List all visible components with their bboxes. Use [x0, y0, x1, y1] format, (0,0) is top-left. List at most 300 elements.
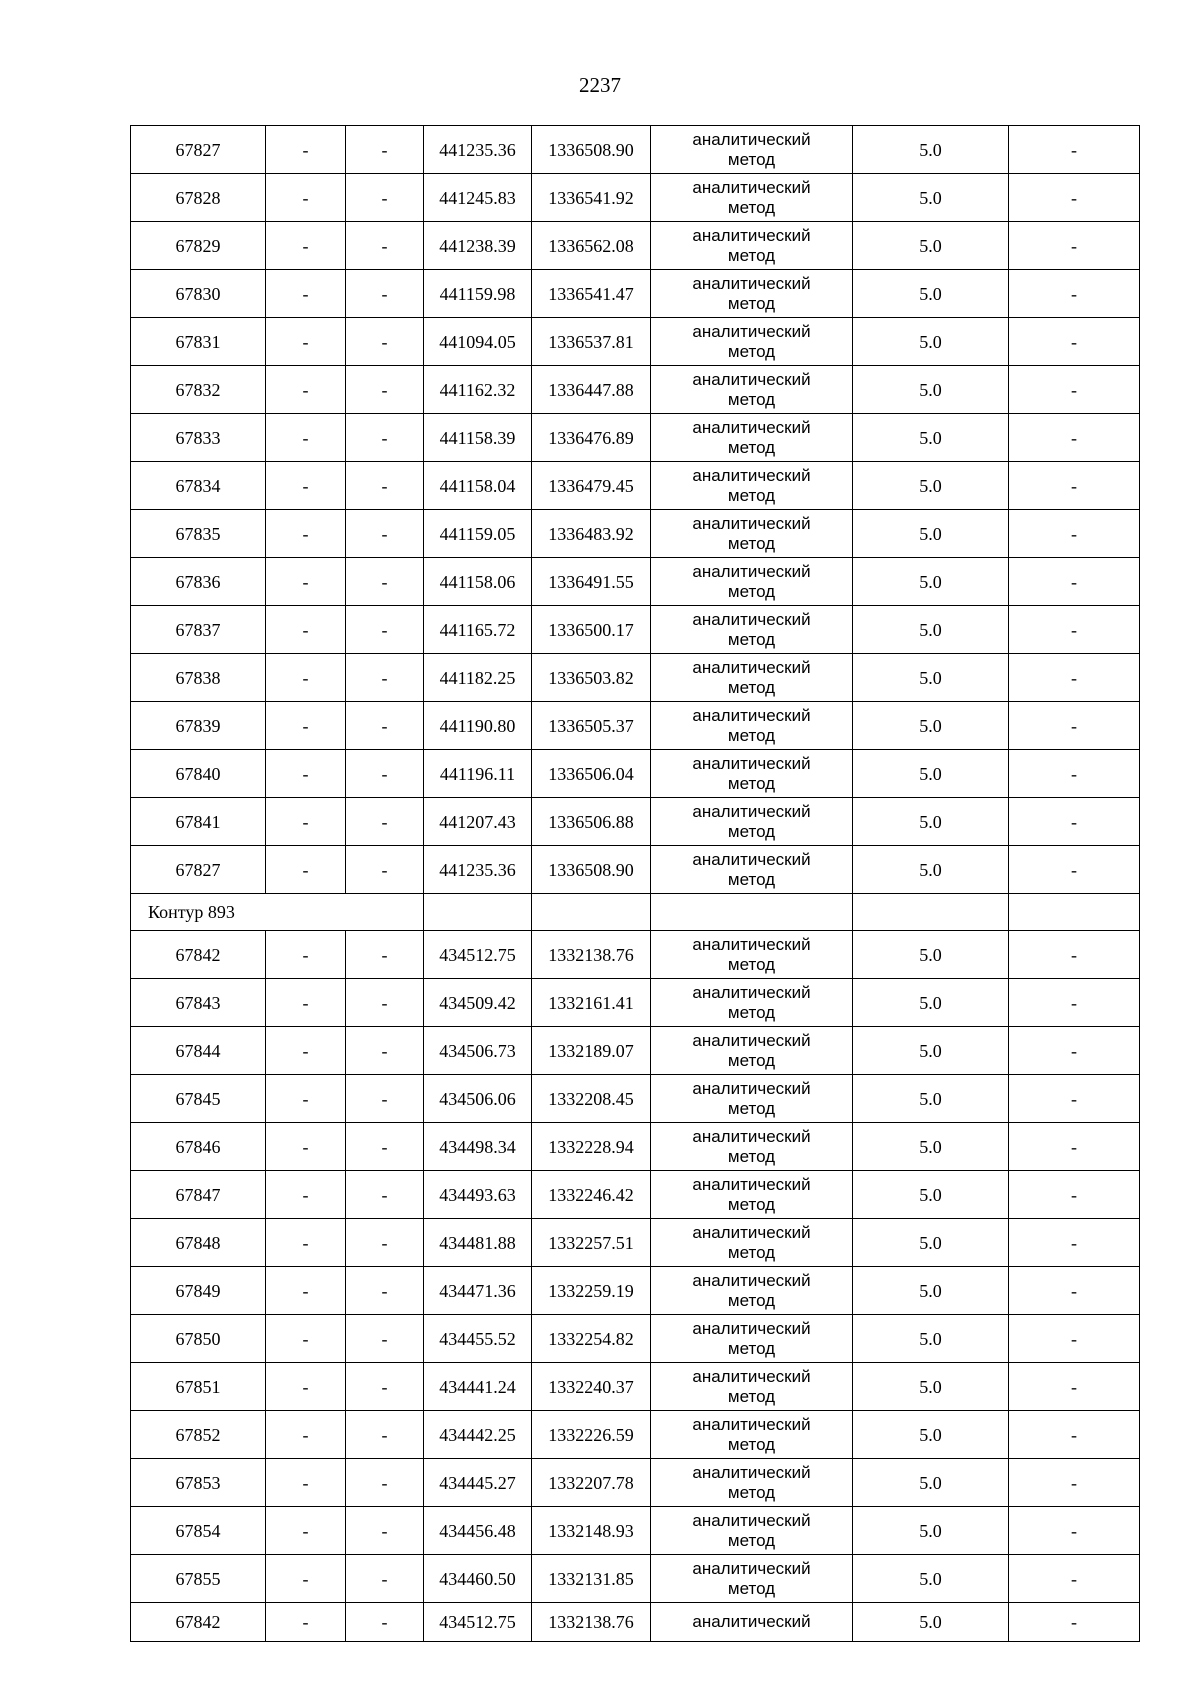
blank-cell-3: - [1009, 558, 1140, 606]
blank-cell-1: - [266, 174, 346, 222]
point-number-cell: 67830 [131, 270, 266, 318]
y-coordinate-cell: 1336447.88 [532, 366, 651, 414]
blank-cell-1: - [266, 510, 346, 558]
blank-cell-2: - [346, 270, 424, 318]
method-line-2: метод [727, 341, 776, 361]
x-coordinate-cell: 434509.42 [424, 979, 532, 1027]
x-coordinate-cell: 434512.75 [424, 931, 532, 979]
x-coordinate-cell: 441196.11 [424, 750, 532, 798]
accuracy-cell: 5.0 [853, 222, 1009, 270]
table-row [131, 979, 1140, 1027]
accuracy-cell: 5.0 [853, 1507, 1009, 1555]
accuracy-cell: 5.0 [853, 126, 1009, 174]
blank-cell-3: - [1009, 846, 1140, 894]
method-cell [651, 1507, 853, 1555]
blank-cell-2: - [346, 1219, 424, 1267]
blank-cell-2: - [346, 1555, 424, 1603]
y-coordinate-cell: 1336562.08 [532, 222, 651, 270]
method-cell [651, 846, 853, 894]
blank-cell-1: - [266, 702, 346, 750]
table-row [131, 1411, 1140, 1459]
accuracy-cell: 5.0 [853, 1171, 1009, 1219]
method-line-2: метод [727, 1242, 776, 1262]
blank-cell-2: - [346, 846, 424, 894]
point-number-cell: 67833 [131, 414, 266, 462]
x-coordinate-cell: 441238.39 [424, 222, 532, 270]
method-line-1: аналитический [692, 1462, 811, 1482]
blank-cell-3: - [1009, 1507, 1140, 1555]
blank-cell-2: - [346, 1075, 424, 1123]
method-line-1: аналитический [692, 1366, 811, 1386]
y-coordinate-cell: 1336541.47 [532, 270, 651, 318]
method-line-2: метод [727, 1338, 776, 1358]
method-line-2: метод [727, 197, 776, 217]
method-line-1: аналитический [692, 225, 811, 245]
method-cell [651, 1603, 853, 1642]
contour-heading-row [131, 894, 1140, 931]
x-coordinate-cell: 434498.34 [424, 1123, 532, 1171]
method-line-2: метод [727, 725, 776, 745]
accuracy-cell: 5.0 [853, 558, 1009, 606]
blank-cell-3: - [1009, 1363, 1140, 1411]
point-number-cell: 67827 [131, 126, 266, 174]
y-coordinate-cell: 1336506.04 [532, 750, 651, 798]
method-line-2: метод [727, 581, 776, 601]
method-line-1: аналитический [692, 1030, 811, 1050]
table-row [131, 318, 1140, 366]
x-coordinate-cell: 441162.32 [424, 366, 532, 414]
y-coordinate-cell: 1336483.92 [532, 510, 651, 558]
accuracy-cell: 5.0 [853, 702, 1009, 750]
method-cell [651, 270, 853, 318]
table-row [131, 798, 1140, 846]
y-coordinate-cell: 1336541.92 [532, 174, 651, 222]
method-line-1: аналитический [692, 465, 811, 485]
table-row [131, 414, 1140, 462]
point-number-cell: 67854 [131, 1507, 266, 1555]
blank-cell-2: - [346, 1363, 424, 1411]
point-number-cell: 67853 [131, 1459, 266, 1507]
method-cell [651, 750, 853, 798]
point-number-cell: 67839 [131, 702, 266, 750]
accuracy-cell: 5.0 [853, 846, 1009, 894]
blank-cell-3: - [1009, 174, 1140, 222]
blank-cell-2: - [346, 606, 424, 654]
method-cell [651, 1171, 853, 1219]
method-line-2: метод [727, 1050, 776, 1070]
blank-cell-3: - [1009, 318, 1140, 366]
table-row [131, 1459, 1140, 1507]
blank-cell-3: - [1009, 1075, 1140, 1123]
method-line-2: метод [727, 1578, 776, 1598]
blank-cell-3: - [1009, 606, 1140, 654]
blank-cell-3: - [1009, 1027, 1140, 1075]
method-cell [651, 1315, 853, 1363]
accuracy-cell: 5.0 [853, 510, 1009, 558]
y-coordinate-cell: 1332148.93 [532, 1507, 651, 1555]
y-coordinate-cell: 1332254.82 [532, 1315, 651, 1363]
accuracy-cell: 5.0 [853, 270, 1009, 318]
table-row [131, 174, 1140, 222]
table-row [131, 366, 1140, 414]
blank-cell-3: - [1009, 750, 1140, 798]
accuracy-cell: 5.0 [853, 1411, 1009, 1459]
y-coordinate-cell: 1336537.81 [532, 318, 651, 366]
x-coordinate-cell: 434441.24 [424, 1363, 532, 1411]
point-number-cell: 67843 [131, 979, 266, 1027]
method-line-2: метод [727, 954, 776, 974]
x-coordinate-cell: 441182.25 [424, 654, 532, 702]
blank-cell-3: - [1009, 462, 1140, 510]
method-cell [651, 1555, 853, 1603]
method-line-1: аналитический [692, 417, 811, 437]
x-coordinate-cell: 434445.27 [424, 1459, 532, 1507]
blank-cell-2: - [346, 1411, 424, 1459]
contour-label: Контур 893 [131, 894, 424, 931]
blank-cell-2: - [346, 750, 424, 798]
x-coordinate-cell: 434481.88 [424, 1219, 532, 1267]
coordinates-table [130, 125, 1140, 1642]
blank-cell-2: - [346, 1123, 424, 1171]
point-number-cell: 67849 [131, 1267, 266, 1315]
table-row [131, 270, 1140, 318]
blank-cell-3: - [1009, 798, 1140, 846]
x-coordinate-cell: 441158.39 [424, 414, 532, 462]
x-coordinate-cell: 441235.36 [424, 126, 532, 174]
method-line-2: метод [727, 1194, 776, 1214]
y-coordinate-cell: 1332138.76 [532, 1603, 651, 1642]
blank-cell-3: - [1009, 414, 1140, 462]
blank-cell-3: - [1009, 1315, 1140, 1363]
y-coordinate-cell: 1336491.55 [532, 558, 651, 606]
blank-cell-2: - [346, 798, 424, 846]
point-number-cell: 67844 [131, 1027, 266, 1075]
y-coordinate-cell: 1332138.76 [532, 931, 651, 979]
method-cell [651, 1075, 853, 1123]
table-row [131, 222, 1140, 270]
blank-cell-1: - [266, 1219, 346, 1267]
accuracy-cell: 5.0 [853, 462, 1009, 510]
blank-cell-1: - [266, 126, 346, 174]
y-coordinate-cell: 1336508.90 [532, 846, 651, 894]
method-line-1: аналитический [692, 657, 811, 677]
x-coordinate-cell: 441158.04 [424, 462, 532, 510]
blank-cell-3: - [1009, 1459, 1140, 1507]
blank-cell-3: - [1009, 654, 1140, 702]
x-coordinate-cell: 441159.05 [424, 510, 532, 558]
blank-cell-2: - [346, 702, 424, 750]
method-line-1: аналитический [692, 321, 811, 341]
blank-cell-2: - [346, 126, 424, 174]
blank-cell-1: - [266, 931, 346, 979]
x-coordinate-cell: 434506.73 [424, 1027, 532, 1075]
blank-cell-1: - [266, 846, 346, 894]
y-coordinate-cell: 1332259.19 [532, 1267, 651, 1315]
method-line-2: метод [727, 1098, 776, 1118]
blank-cell-1: - [266, 606, 346, 654]
table-row [131, 846, 1140, 894]
method-cell [651, 606, 853, 654]
method-line-1: аналитический [692, 177, 811, 197]
method-line-1: аналитический [692, 1078, 811, 1098]
blank-cell-2: - [346, 1507, 424, 1555]
method-line-2: метод [727, 821, 776, 841]
method-cell [651, 1219, 853, 1267]
blank-cell-3: - [1009, 1219, 1140, 1267]
x-coordinate-cell: 441190.80 [424, 702, 532, 750]
method-line-1: аналитический [692, 849, 811, 869]
blank-cell-1: - [266, 366, 346, 414]
table-row [131, 1315, 1140, 1363]
method-line-1: аналитический [692, 1414, 811, 1434]
blank-cell-1: - [266, 1027, 346, 1075]
accuracy-cell: 5.0 [853, 931, 1009, 979]
method-line-1: аналитический [692, 1510, 811, 1530]
accuracy-cell: 5.0 [853, 606, 1009, 654]
point-number-cell: 67840 [131, 750, 266, 798]
blank-cell-2: - [346, 222, 424, 270]
blank-cell-2: - [346, 510, 424, 558]
empty-cell [853, 894, 1009, 931]
point-number-cell: 67845 [131, 1075, 266, 1123]
method-line-2: метод [727, 1290, 776, 1310]
x-coordinate-cell: 434460.50 [424, 1555, 532, 1603]
blank-cell-1: - [266, 1315, 346, 1363]
accuracy-cell: 5.0 [853, 1027, 1009, 1075]
method-line-1: аналитический [692, 1558, 811, 1578]
method-line-2: метод [727, 485, 776, 505]
blank-cell-3: - [1009, 1603, 1140, 1642]
blank-cell-3: - [1009, 126, 1140, 174]
accuracy-cell: 5.0 [853, 1459, 1009, 1507]
method-line-1: аналитический [692, 1270, 811, 1290]
method-cell [651, 1411, 853, 1459]
blank-cell-2: - [346, 414, 424, 462]
method-line-1: аналитический [692, 753, 811, 773]
blank-cell-1: - [266, 979, 346, 1027]
method-line-1: аналитический [692, 1126, 811, 1146]
y-coordinate-cell: 1332226.59 [532, 1411, 651, 1459]
y-coordinate-cell: 1332189.07 [532, 1027, 651, 1075]
table-row [131, 1075, 1140, 1123]
method-cell [651, 654, 853, 702]
method-cell [651, 318, 853, 366]
accuracy-cell: 5.0 [853, 1267, 1009, 1315]
empty-cell [651, 894, 853, 931]
accuracy-cell: 5.0 [853, 1603, 1009, 1642]
x-coordinate-cell: 441235.36 [424, 846, 532, 894]
method-cell [651, 1267, 853, 1315]
x-coordinate-cell: 434506.06 [424, 1075, 532, 1123]
accuracy-cell: 5.0 [853, 414, 1009, 462]
blank-cell-1: - [266, 558, 346, 606]
accuracy-cell: 5.0 [853, 750, 1009, 798]
x-coordinate-cell: 434493.63 [424, 1171, 532, 1219]
method-line-2: метод [727, 389, 776, 409]
accuracy-cell: 5.0 [853, 1075, 1009, 1123]
point-number-cell: 67841 [131, 798, 266, 846]
method-cell [651, 798, 853, 846]
point-number-cell: 67827 [131, 846, 266, 894]
x-coordinate-cell: 441245.83 [424, 174, 532, 222]
accuracy-cell: 5.0 [853, 1315, 1009, 1363]
method-cell [651, 510, 853, 558]
method-line-1: аналитический [692, 801, 811, 821]
method-cell [651, 931, 853, 979]
blank-cell-2: - [346, 1171, 424, 1219]
method-cell [651, 366, 853, 414]
point-number-cell: 67829 [131, 222, 266, 270]
table-row [131, 462, 1140, 510]
method-line-2: метод [727, 677, 776, 697]
x-coordinate-cell: 434471.36 [424, 1267, 532, 1315]
method-line-1: аналитический [692, 1222, 811, 1242]
table-row [131, 510, 1140, 558]
method-line-1: аналитический [692, 1318, 811, 1338]
x-coordinate-cell: 434442.25 [424, 1411, 532, 1459]
method-line-2: метод [727, 629, 776, 649]
y-coordinate-cell: 1336508.90 [532, 126, 651, 174]
accuracy-cell: 5.0 [853, 1219, 1009, 1267]
point-number-cell: 67851 [131, 1363, 266, 1411]
page-number: 2237 [579, 73, 621, 97]
method-line-1: аналитический [692, 934, 811, 954]
blank-cell-2: - [346, 1603, 424, 1642]
accuracy-cell: 5.0 [853, 1123, 1009, 1171]
method-line-2: метод [727, 149, 776, 169]
x-coordinate-cell: 434512.75 [424, 1603, 532, 1642]
blank-cell-1: - [266, 1507, 346, 1555]
method-cell [651, 462, 853, 510]
table-row [131, 1363, 1140, 1411]
method-cell [651, 1027, 853, 1075]
y-coordinate-cell: 1336505.37 [532, 702, 651, 750]
method-line-2: метод [727, 1386, 776, 1406]
method-line-2: метод [727, 293, 776, 313]
table-row [131, 1123, 1140, 1171]
method-line-2: метод [727, 869, 776, 889]
table-row [131, 654, 1140, 702]
blank-cell-3: - [1009, 1171, 1140, 1219]
point-number-cell: 67832 [131, 366, 266, 414]
point-number-cell: 67831 [131, 318, 266, 366]
blank-cell-3: - [1009, 1555, 1140, 1603]
y-coordinate-cell: 1336500.17 [532, 606, 651, 654]
blank-cell-2: - [346, 366, 424, 414]
x-coordinate-cell: 441165.72 [424, 606, 532, 654]
method-cell [651, 174, 853, 222]
table-row [131, 702, 1140, 750]
y-coordinate-cell: 1332257.51 [532, 1219, 651, 1267]
accuracy-cell: 5.0 [853, 979, 1009, 1027]
blank-cell-3: - [1009, 1267, 1140, 1315]
y-coordinate-cell: 1332208.45 [532, 1075, 651, 1123]
table-row [131, 1171, 1140, 1219]
method-cell [651, 558, 853, 606]
blank-cell-3: - [1009, 979, 1140, 1027]
accuracy-cell: 5.0 [853, 654, 1009, 702]
blank-cell-1: - [266, 222, 346, 270]
method-line-2: метод [727, 1434, 776, 1454]
blank-cell-2: - [346, 979, 424, 1027]
method-line-1: аналитический [692, 609, 811, 629]
blank-cell-1: - [266, 1123, 346, 1171]
point-number-cell: 67842 [131, 931, 266, 979]
blank-cell-1: - [266, 1267, 346, 1315]
y-coordinate-cell: 1332228.94 [532, 1123, 651, 1171]
blank-cell-1: - [266, 1075, 346, 1123]
method-line-2: метод [727, 773, 776, 793]
x-coordinate-cell: 434455.52 [424, 1315, 532, 1363]
accuracy-cell: 5.0 [853, 798, 1009, 846]
blank-cell-1: - [266, 1555, 346, 1603]
method-line-1: аналитический [692, 561, 811, 581]
x-coordinate-cell: 441094.05 [424, 318, 532, 366]
blank-cell-3: - [1009, 1123, 1140, 1171]
blank-cell-2: - [346, 558, 424, 606]
method-line-1: аналитический [692, 273, 811, 293]
blank-cell-2: - [346, 174, 424, 222]
method-cell [651, 414, 853, 462]
y-coordinate-cell: 1336479.45 [532, 462, 651, 510]
accuracy-cell: 5.0 [853, 318, 1009, 366]
blank-cell-2: - [346, 1459, 424, 1507]
table-row [131, 1267, 1140, 1315]
empty-cell [532, 894, 651, 931]
blank-cell-1: - [266, 1603, 346, 1642]
x-coordinate-cell: 441159.98 [424, 270, 532, 318]
table-row [131, 1603, 1140, 1642]
point-number-cell: 67836 [131, 558, 266, 606]
y-coordinate-cell: 1332246.42 [532, 1171, 651, 1219]
blank-cell-3: - [1009, 931, 1140, 979]
blank-cell-3: - [1009, 222, 1140, 270]
table-row [131, 1555, 1140, 1603]
method-line-1: аналитический [692, 705, 811, 725]
method-line-2: метод [727, 1002, 776, 1022]
point-number-cell: 67838 [131, 654, 266, 702]
blank-cell-2: - [346, 1027, 424, 1075]
x-coordinate-cell: 441207.43 [424, 798, 532, 846]
method-cell [651, 1363, 853, 1411]
x-coordinate-cell: 441158.06 [424, 558, 532, 606]
table-row [131, 558, 1140, 606]
blank-cell-1: - [266, 270, 346, 318]
y-coordinate-cell: 1332131.85 [532, 1555, 651, 1603]
blank-cell-1: - [266, 1459, 346, 1507]
point-number-cell: 67855 [131, 1555, 266, 1603]
blank-cell-1: - [266, 1411, 346, 1459]
y-coordinate-cell: 1332161.41 [532, 979, 651, 1027]
blank-cell-1: - [266, 414, 346, 462]
blank-cell-2: - [346, 654, 424, 702]
point-number-cell: 67835 [131, 510, 266, 558]
blank-cell-1: - [266, 798, 346, 846]
accuracy-cell: 5.0 [853, 174, 1009, 222]
method-cell [651, 702, 853, 750]
table-row [131, 750, 1140, 798]
blank-cell-3: - [1009, 1411, 1140, 1459]
method-cell [651, 1459, 853, 1507]
point-number-cell: 67837 [131, 606, 266, 654]
method-line-1: аналитический [692, 129, 811, 149]
method-line-2: метод [727, 533, 776, 553]
blank-cell-1: - [266, 1171, 346, 1219]
method-line-1: аналитический [692, 1612, 811, 1631]
blank-cell-2: - [346, 1267, 424, 1315]
table-row [131, 1027, 1140, 1075]
table-row [131, 606, 1140, 654]
